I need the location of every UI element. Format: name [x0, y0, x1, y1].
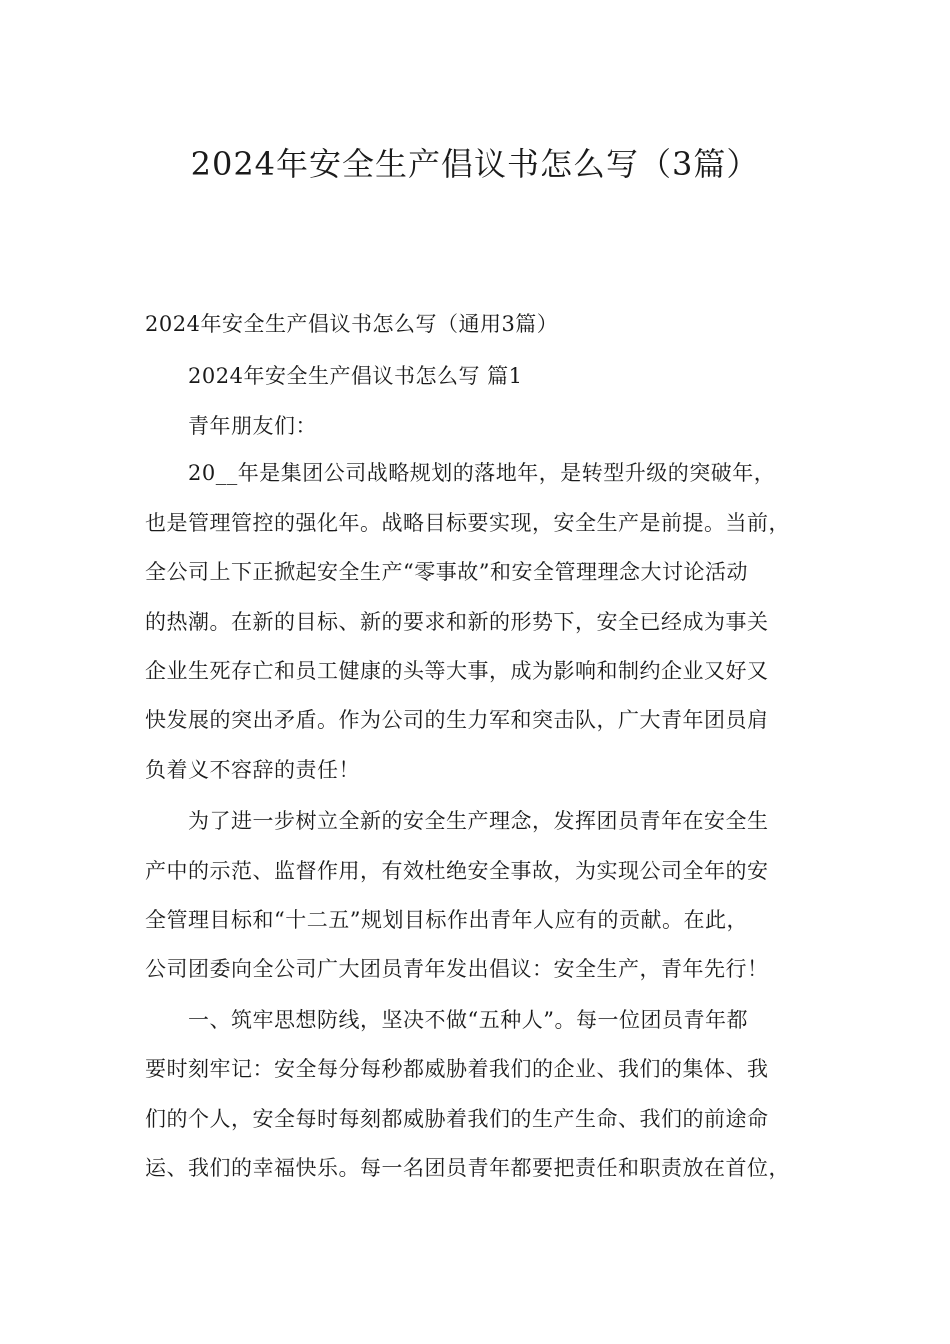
paragraph-line: 全管理目标和“十二五”规划目标作出青年人应有的贡献。在此，	[145, 908, 748, 932]
paragraph-line: 全公司上下正掀起安全生产“零事故”和安全管理理念大讨论活动	[145, 560, 748, 584]
paragraph-line: 公司团委向全公司广大团员青年发出倡议：安全生产，青年先行！	[145, 957, 769, 981]
paragraph-line: 为了进一步树立全新的安全生产理念，发挥团员青年在安全生	[188, 809, 769, 833]
paragraph-line: 企业生死存亡和员工健康的头等大事，成为影响和制约企业又好又	[145, 659, 769, 683]
paragraph-line: 们的个人，安全每时每刻都威胁着我们的生产生命、我们的前途命	[145, 1107, 769, 1131]
salutation: 青年朋友们：	[188, 414, 317, 438]
paragraph-line: 运、我们的幸福快乐。每一名团员青年都要把责任和职责放在首位，	[145, 1156, 790, 1180]
paragraph-line: 也是管理管控的强化年。战略目标要实现，安全生产是前提。当前，	[145, 511, 790, 535]
paragraph-line: 产中的示范、监督作用，有效杜绝安全事故，为实现公司全年的安	[145, 859, 769, 883]
document-title: 2024年安全生产倡议书怎么写（3篇）	[190, 145, 760, 183]
paragraph-line: 负着义不容辞的责任！	[145, 758, 360, 782]
paragraph-line: 20__年是集团公司战略规划的落地年，是转型升级的突破年，	[188, 461, 776, 485]
paragraph-line: 的热潮。在新的目标、新的要求和新的形势下，安全已经成为事关	[145, 610, 769, 634]
paragraph-line: 一、筑牢思想防线，坚决不做“五种人”。每一位团员青年都	[188, 1008, 748, 1032]
subtitle-line: 2024年安全生产倡议书怎么写（通用3篇）	[145, 312, 559, 336]
section-heading: 2024年安全生产倡议书怎么写 篇1	[188, 364, 523, 388]
paragraph-line: 要时刻牢记：安全每分每秒都威胁着我们的企业、我们的集体、我	[145, 1057, 769, 1081]
paragraph-line: 快发展的突出矛盾。作为公司的生力军和突击队，广大青年团员肩	[145, 708, 769, 732]
